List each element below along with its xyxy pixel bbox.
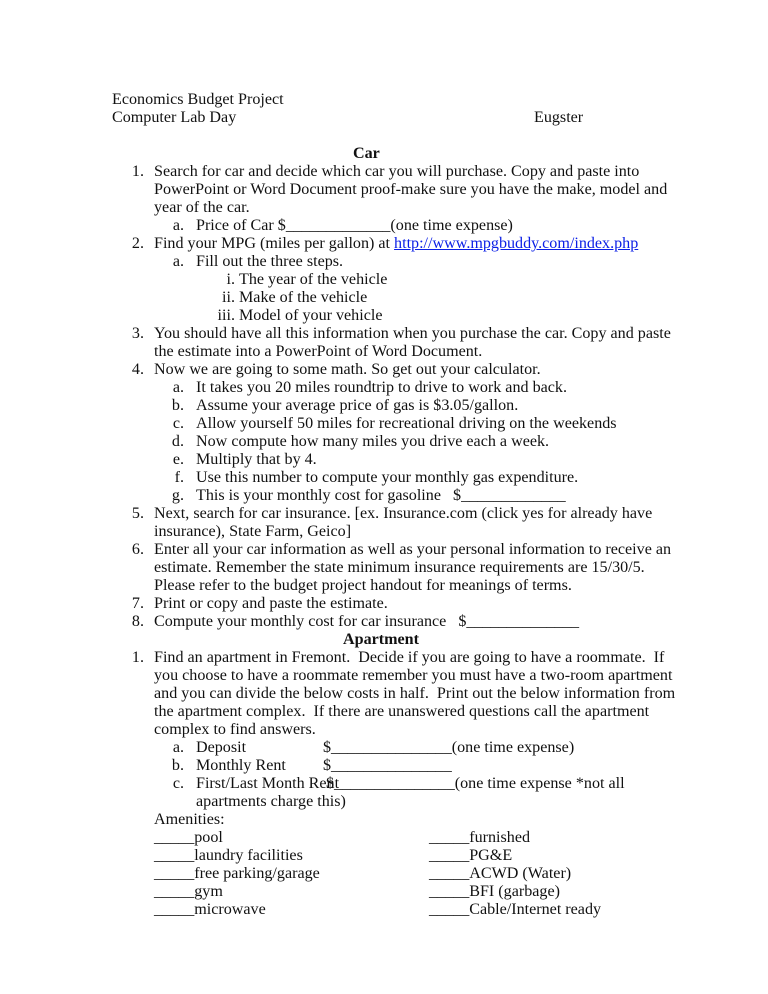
list-letter: b.	[171, 397, 184, 414]
amenity-microwave: _____microwave	[154, 901, 266, 918]
amenity-furnished: _____furnished	[429, 829, 531, 846]
section-heading-car: Car	[353, 145, 380, 162]
list-item-text: Make of the vehicle	[239, 289, 368, 306]
list-item-text: the estimate into a PowerPoint of Word Document.	[154, 343, 483, 360]
list-letter: a.	[172, 217, 184, 234]
list-item-text: PowerPoint or Word Document proof-make sure you have the make, model and	[154, 181, 668, 198]
list-item-text: Assume your average price of gas is $3.05/gallon.	[196, 397, 519, 414]
list-item-text: year of the car.	[154, 199, 250, 216]
list-item-text: You should have all this information when you purchase the car. Copy and paste	[154, 325, 671, 342]
list-letter: c.	[172, 775, 184, 792]
deposit-label: Deposit	[196, 739, 247, 756]
list-item-text: apartments charge this)	[196, 793, 346, 810]
amenity-water: _____ACWD (Water)	[429, 865, 572, 882]
list-item-text: Multiply that by 4.	[196, 451, 317, 468]
list-number: 1.	[131, 649, 144, 666]
price-of-car-field: Price of Car $_____________(one time expense)	[196, 217, 513, 234]
list-letter: g.	[171, 487, 184, 504]
monthly-rent-label: Monthly Rent	[196, 757, 286, 774]
list-number: 8.	[131, 613, 144, 630]
list-letter: c.	[172, 415, 184, 432]
document-subtitle: Computer Lab Day	[112, 109, 237, 126]
document-title: Economics Budget Project	[112, 91, 284, 108]
list-number: 1.	[131, 163, 144, 180]
list-item-text: It takes you 20 miles roundtrip to drive to work and back.	[196, 379, 567, 396]
monthly-rent-field: $_______________	[323, 757, 452, 774]
list-item-text: Use this number to compute your monthly gas expenditure.	[196, 469, 579, 486]
list-item-text: Now we are going to some math. So get out your calculator.	[154, 361, 541, 378]
amenity-garbage: _____BFI (garbage)	[429, 883, 560, 900]
list-letter: d.	[171, 433, 184, 450]
list-number: 6.	[131, 541, 144, 558]
list-letter: a.	[172, 379, 184, 396]
first-last-rent-field: $_______________(one time expense *not all	[326, 775, 625, 792]
amenity-parking: _____free parking/garage	[154, 865, 320, 882]
list-item-text: Search for car and decide which car you will purchase. Copy and paste into	[154, 163, 640, 180]
section-heading-apartment: Apartment	[343, 631, 419, 648]
list-number: 4.	[131, 361, 144, 378]
amenity-gym: _____gym	[154, 883, 223, 900]
list-item-text: and you can divide the below costs in half. Print out the below information from	[154, 685, 676, 702]
list-item-text: Please refer to the budget project handout for meanings of terms.	[154, 577, 572, 594]
list-letter: a.	[172, 253, 184, 270]
amenity-pool: _____pool	[154, 829, 223, 846]
list-letter: f.	[174, 469, 184, 486]
list-item-text: Next, search for car insurance. [ex. Insurance.com (click yes for already have	[154, 505, 653, 522]
list-item-prefix: Find your MPG (miles per gallon) at	[154, 235, 395, 252]
author-name: Eugster	[534, 109, 584, 126]
list-item-text: insurance), State Farm, Geico]	[154, 523, 352, 540]
list-item-text: Now compute how many miles you drive each a week.	[196, 433, 550, 450]
list-item-text: Model of your vehicle	[239, 307, 383, 324]
list-item-text: Print or copy and paste the estimate.	[154, 595, 388, 612]
list-roman: i.	[226, 271, 235, 288]
list-number: 7.	[131, 595, 144, 612]
deposit-field: $_______________(one time expense)	[323, 739, 575, 756]
list-number: 2.	[131, 235, 144, 252]
list-item-text: Fill out the three steps.	[196, 253, 344, 270]
list-number: 3.	[131, 325, 144, 342]
list-letter: e.	[172, 451, 184, 468]
list-item-text	[154, 235, 638, 253]
amenities-label: Amenities:	[154, 811, 225, 828]
list-item-text: Enter all your car information as well as your personal information to receive an	[154, 541, 672, 558]
insurance-cost-field: Compute your monthly cost for car insurance $______________	[154, 613, 580, 630]
list-roman: ii.	[222, 289, 235, 306]
list-item-text: estimate. Remember the state minimum insurance requirements are 15/30/5.	[154, 559, 645, 576]
list-number: 5.	[131, 505, 144, 522]
list-item-text: The year of the vehicle	[239, 271, 388, 288]
first-last-rent-label: First/Last Month Rent	[196, 775, 340, 792]
amenity-cable: _____Cable/Internet ready	[429, 901, 602, 918]
list-roman: iii.	[217, 307, 235, 324]
list-letter: b.	[171, 757, 184, 774]
amenity-laundry: _____laundry facilities	[154, 847, 303, 864]
list-item-text: Allow yourself 50 miles for recreational driving on the weekends	[196, 415, 617, 432]
list-item-text: the apartment complex. If there are unanswered questions call the apartment	[154, 703, 650, 720]
list-item-text: you choose to have a roommate remember you must have a two-room apartment	[154, 667, 673, 684]
list-item-text: Find an apartment in Fremont. Decide if you are going to have a roommate. If	[154, 649, 665, 666]
list-item-text: complex to find answers.	[154, 721, 316, 738]
list-letter: a.	[172, 739, 184, 756]
amenity-pge: _____PG&E	[429, 847, 513, 864]
gasoline-cost-field: This is your monthly cost for gasoline $_____________	[196, 487, 566, 504]
mpgbuddy-link[interactable]: http://www.mpgbuddy.com/index.php	[394, 235, 639, 252]
